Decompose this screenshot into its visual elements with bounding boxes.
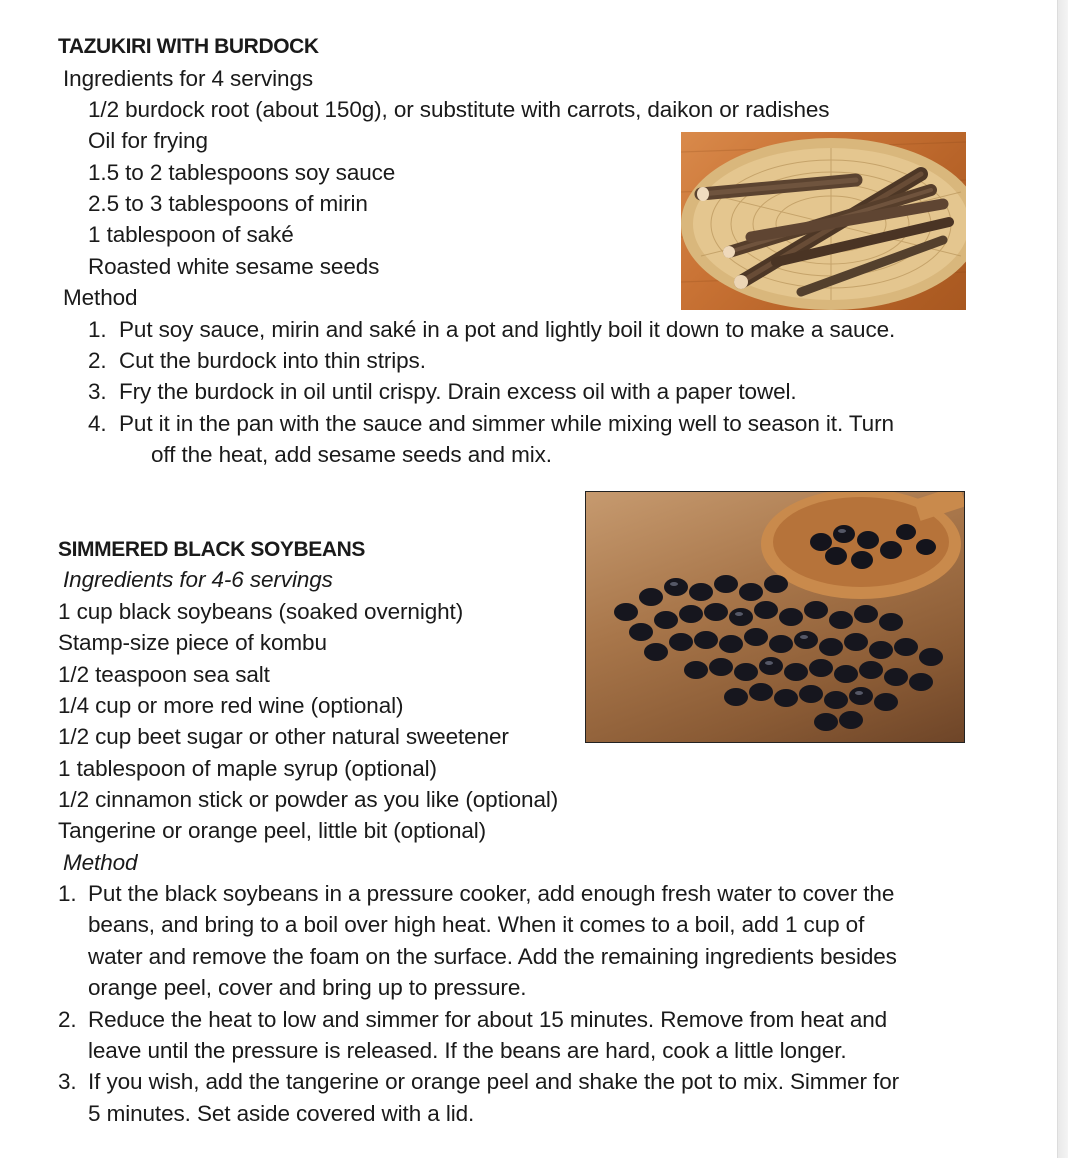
recipe2-ingredient: Stamp-size piece of kombu	[58, 630, 327, 655]
recipe1-ingredient: 2.5 to 3 tablespoons of mirin	[88, 191, 368, 216]
recipe1-step-text: off the heat, add sesame seeds and mix.	[151, 442, 552, 467]
recipe2-step-text: Reduce the heat to low and simmer for about 15 minutes. Remove from heat and	[88, 1007, 888, 1032]
recipe1-ingredient: 1 tablespoon of saké	[88, 222, 294, 247]
burdock-photo	[681, 132, 966, 310]
recipe1-method-heading: Method	[63, 285, 138, 310]
recipe1-ingredients-heading: Ingredients for 4 servings	[63, 66, 314, 91]
recipe2-step-number: 2.	[58, 1007, 77, 1032]
burdock-illustration	[681, 132, 966, 310]
recipe2-ingredient: 1/2 cup beet sugar or other natural sweetener	[58, 724, 509, 749]
recipe2-ingredient: 1 cup black soybeans (soaked overnight)	[58, 599, 464, 624]
recipe2-ingredient: 1/2 teaspoon sea salt	[58, 662, 270, 687]
recipe1-step-number: 4.	[88, 411, 107, 436]
recipe1-ingredient: 1/2 burdock root (about 150g), or substitute with carrots, daikon or radishes	[88, 97, 830, 122]
recipe2-ingredient: 1/2 cinnamon stick or powder as you like (optional)	[58, 787, 559, 812]
recipe1-ingredient: 1.5 to 2 tablespoons soy sauce	[88, 160, 396, 185]
recipe2-step-text: beans, and bring to a boil over high heat. When it comes to a boil, add 1 cup of	[88, 912, 865, 937]
recipe2-step-number: 1.	[58, 881, 77, 906]
recipe2-step-text: 5 minutes. Set aside covered with a lid.	[88, 1101, 475, 1126]
recipe2-title: SIMMERED BLACK SOYBEANS	[58, 538, 365, 561]
page-edge	[1057, 0, 1068, 1158]
recipe1-step-number: 3.	[88, 379, 107, 404]
recipe1-step-text: Put it in the pan with the sauce and simmer while mixing well to season it. Turn	[119, 411, 894, 436]
recipe2-method-heading: Method	[63, 850, 138, 875]
recipe2-ingredient: 1/4 cup or more red wine (optional)	[58, 693, 404, 718]
recipe1-step-number: 2.	[88, 348, 107, 373]
soybeans-illustration	[586, 492, 964, 742]
recipe2-step-text: If you wish, add the tangerine or orange peel and shake the pot to mix. Simmer for	[88, 1069, 900, 1094]
recipe2-ingredients-heading: Ingredients for 4-6 servings	[63, 567, 333, 592]
recipe1-step-text: Fry the burdock in oil until crispy. Drain excess oil with a paper towel.	[119, 379, 797, 404]
recipe1-ingredient: Roasted white sesame seeds	[88, 254, 380, 279]
recipe2-step-text: orange peel, cover and bring up to pressure.	[88, 975, 527, 1000]
recipe2-step-text: water and remove the foam on the surface. Add the remaining ingredients besides	[88, 944, 897, 969]
recipe2-step-text: leave until the pressure is released. If the beans are hard, cook a little longer.	[88, 1038, 847, 1063]
recipe1-step-text: Cut the burdock into thin strips.	[119, 348, 426, 373]
recipe1-step-number: 1.	[88, 317, 107, 342]
recipe1-ingredient: Oil for frying	[88, 128, 208, 153]
recipe2-ingredient: 1 tablespoon of maple syrup (optional)	[58, 756, 437, 781]
recipe1-title: TAZUKIRI WITH BURDOCK	[58, 35, 319, 58]
recipe2-step-number: 3.	[58, 1069, 77, 1094]
recipe2-step-text: Put the black soybeans in a pressure cooker, add enough fresh water to cover the	[88, 881, 895, 906]
black-soybeans-photo	[585, 491, 965, 743]
recipe1-step-text: Put soy sauce, mirin and saké in a pot and lightly boil it down to make a sauce.	[119, 317, 896, 342]
recipe2-ingredient: Tangerine or orange peel, little bit (optional)	[58, 818, 487, 843]
